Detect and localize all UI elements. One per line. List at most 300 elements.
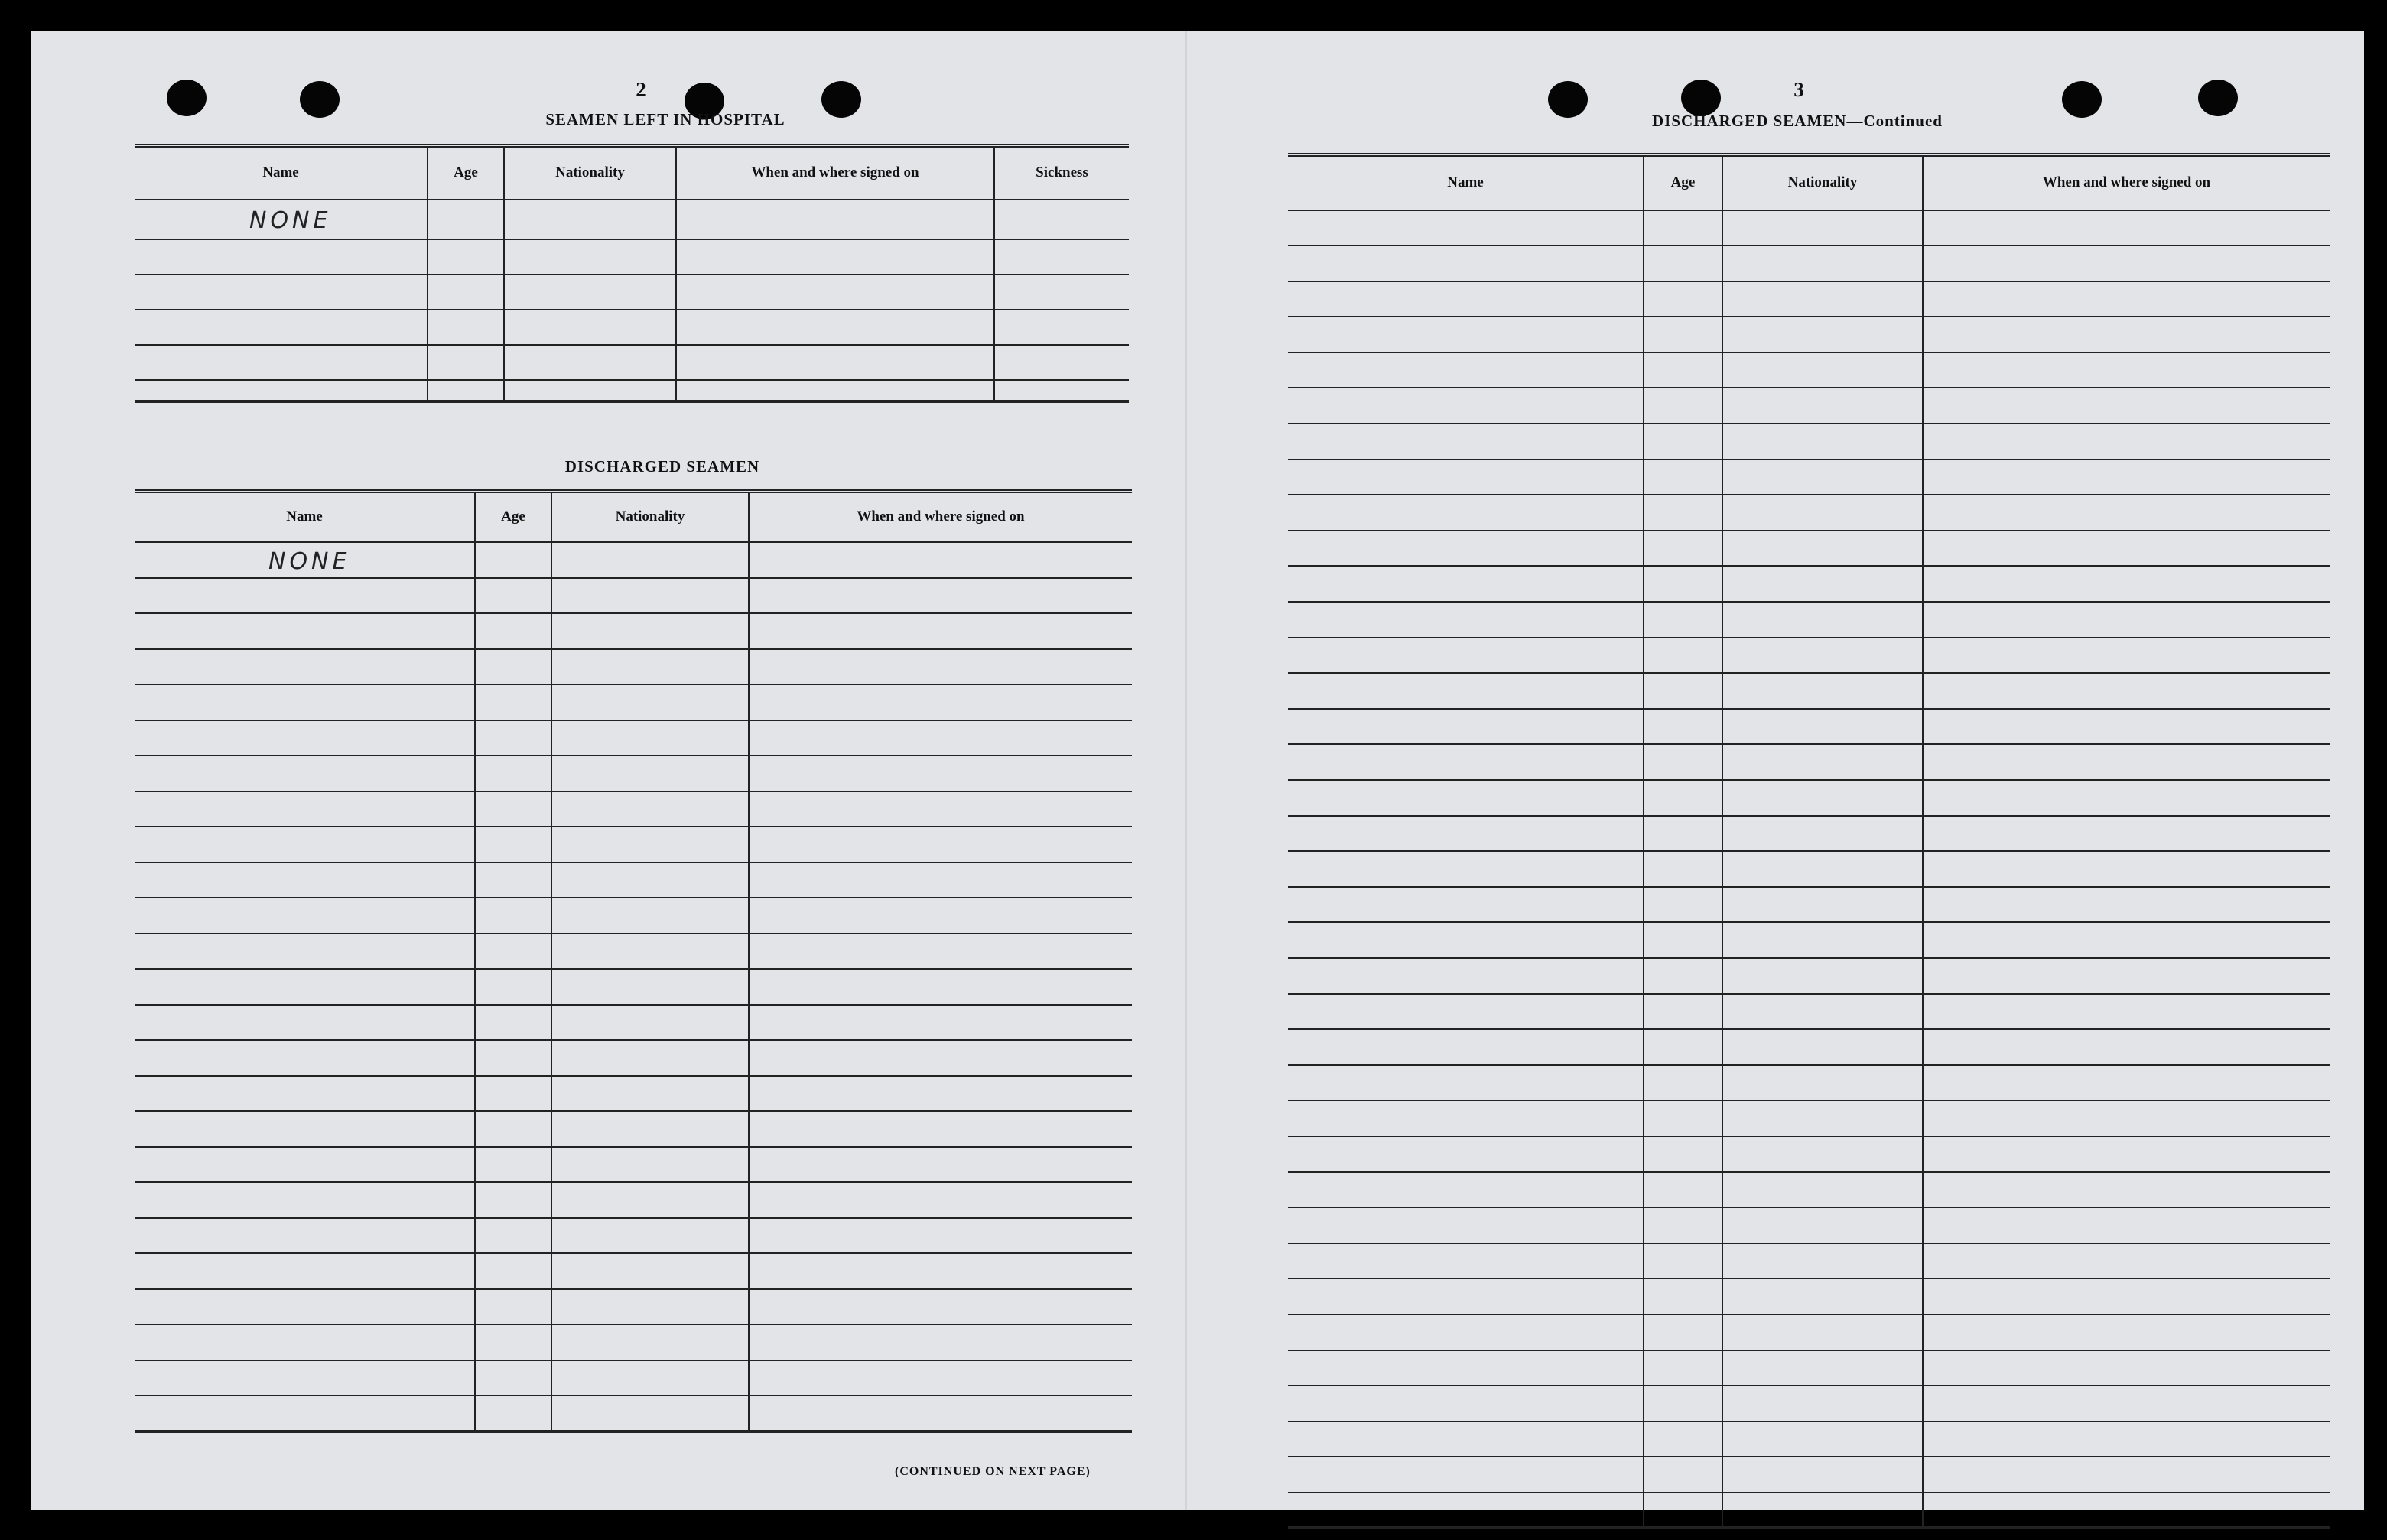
- table-cell: [135, 239, 428, 275]
- table-cell: [504, 380, 676, 401]
- table-cell: [1644, 922, 1722, 958]
- table-cell: [1288, 958, 1644, 994]
- table-row: [1288, 281, 2330, 317]
- table-cell: [749, 863, 1132, 898]
- column-header-name: Name: [135, 146, 428, 200]
- table-cell: [749, 1147, 1132, 1183]
- table-row: [135, 1111, 1132, 1147]
- table-cell: [1644, 1278, 1722, 1314]
- table-cell: [1644, 887, 1722, 923]
- table-row: [1288, 495, 2330, 531]
- table-cell: [135, 380, 428, 401]
- table-cell: [1722, 1457, 1923, 1493]
- table-cell: [1644, 1172, 1722, 1208]
- table-cell: [749, 827, 1132, 863]
- table-cell: [475, 649, 551, 685]
- hospital-heading: SEAMEN LEFT IN HOSPITAL: [545, 110, 785, 128]
- table-cell: [1644, 353, 1722, 388]
- table-cell: [1722, 281, 1923, 317]
- table-cell: [749, 969, 1132, 1005]
- table-cell: [1644, 780, 1722, 816]
- table-cell: [1644, 816, 1722, 852]
- column-header-age: Age: [475, 492, 551, 542]
- table-row: [135, 649, 1132, 685]
- table-cell: [1644, 1207, 1722, 1243]
- table-cell: [135, 649, 475, 685]
- table-cell: [475, 755, 551, 791]
- discharged-continued-heading: DISCHARGED SEAMEN—Continued: [1652, 112, 1943, 130]
- table-cell: [1644, 1350, 1722, 1386]
- table-cell: [1923, 816, 2330, 852]
- table-row: [135, 1253, 1132, 1289]
- table-row: [1288, 1136, 2330, 1172]
- table-cell: [1288, 566, 1644, 602]
- table-row: [1288, 531, 2330, 567]
- table-cell: [749, 1360, 1132, 1396]
- table-row: [1288, 1100, 2330, 1136]
- table-cell: [1923, 709, 2330, 745]
- table-cell: [749, 578, 1132, 614]
- table-cell: [749, 720, 1132, 756]
- table-cell: [1923, 602, 2330, 638]
- table-cell: [1644, 638, 1722, 674]
- table-cell: [135, 684, 475, 720]
- table-cell: [551, 934, 749, 970]
- table-cell: [475, 791, 551, 827]
- table-row: [135, 863, 1132, 898]
- table-cell: [475, 1289, 551, 1325]
- table-cell: [551, 1324, 749, 1360]
- table-cell: [1288, 851, 1644, 887]
- table-cell: [1722, 673, 1923, 709]
- table-cell: [1923, 1100, 2330, 1136]
- table-cell: [135, 613, 475, 649]
- table-row: [1288, 353, 2330, 388]
- table-cell: [1644, 495, 1722, 531]
- table-cell: [1923, 1314, 2330, 1350]
- table-row: [135, 239, 1129, 275]
- table-cell: [135, 310, 428, 345]
- table-cell: [1722, 744, 1923, 780]
- table-cell: [475, 1253, 551, 1289]
- table-cell: [749, 1111, 1132, 1147]
- table-cell: [749, 684, 1132, 720]
- table-cell: [551, 1111, 749, 1147]
- table-cell: [749, 898, 1132, 934]
- table-cell: [749, 791, 1132, 827]
- table-row: [1288, 1314, 2330, 1350]
- table-cell: [475, 1182, 551, 1218]
- table-cell: [551, 542, 749, 578]
- column-header-signed-on: When and where signed on: [749, 492, 1132, 542]
- table-row: [135, 275, 1129, 310]
- table-cell: [1644, 388, 1722, 424]
- table-cell: [504, 200, 676, 239]
- column-header-signed-on: When and where signed on: [676, 146, 994, 200]
- table-cell: [1722, 495, 1923, 531]
- table-cell: [475, 1076, 551, 1112]
- discharged-heading: DISCHARGED SEAMEN: [564, 457, 760, 476]
- table-cell: [1722, 922, 1923, 958]
- table-cell: [135, 1076, 475, 1112]
- table-cell: [1923, 780, 2330, 816]
- table-cell: [1288, 1350, 1644, 1386]
- table-cell: [1722, 1421, 1923, 1457]
- table-cell: [1644, 602, 1722, 638]
- table-cell: [1644, 1421, 1722, 1457]
- table-cell: [1923, 1207, 2330, 1243]
- table-cell: [1644, 1065, 1722, 1101]
- column-header-age: Age: [1644, 155, 1722, 210]
- table-cell: [135, 934, 475, 970]
- table-cell: [475, 542, 551, 578]
- table-cell: [551, 1076, 749, 1112]
- table-row: [1288, 673, 2330, 709]
- table-cell: [428, 310, 504, 345]
- table-cell: [1923, 1386, 2330, 1421]
- table-row: [1288, 744, 2330, 780]
- table-row: [135, 1182, 1132, 1218]
- table-row: [135, 613, 1132, 649]
- table-row: [135, 720, 1132, 756]
- table-cell: [1288, 1029, 1644, 1065]
- table-cell: [135, 755, 475, 791]
- table-cell: [1288, 1457, 1644, 1493]
- table-cell: [676, 239, 994, 275]
- table-cell: [1722, 1136, 1923, 1172]
- handwritten-entry: NONE: [249, 207, 332, 234]
- table-cell: [135, 275, 428, 310]
- table-cell: [1644, 958, 1722, 994]
- table-cell: [1923, 353, 2330, 388]
- table-cell: [135, 1218, 475, 1254]
- table-cell: [749, 1253, 1132, 1289]
- table-cell: [1722, 210, 1923, 246]
- table-row: [1288, 1243, 2330, 1279]
- table-cell: [676, 380, 994, 401]
- table-cell: [1644, 744, 1722, 780]
- page-fold: [1185, 31, 1187, 1510]
- table-cell: [676, 345, 994, 380]
- table-cell: [1722, 1493, 1923, 1529]
- table-cell: [551, 1147, 749, 1183]
- table-cell: [1288, 460, 1644, 495]
- table-cell: [551, 720, 749, 756]
- table-cell: [1923, 245, 2330, 281]
- table-cell: [1288, 388, 1644, 424]
- table-row: [1288, 709, 2330, 745]
- table-cell: [135, 1360, 475, 1396]
- table-cell: [1722, 1386, 1923, 1421]
- table-cell: [135, 1289, 475, 1325]
- table-cell: [551, 1253, 749, 1289]
- table-cell: [1722, 388, 1923, 424]
- punch-hole: [1548, 81, 1588, 118]
- table-cell: [551, 1395, 749, 1431]
- table-cell: [749, 1395, 1132, 1431]
- table-cell: [504, 310, 676, 345]
- table-cell: [475, 720, 551, 756]
- table-cell: [1288, 281, 1644, 317]
- table-row: [135, 200, 1129, 239]
- table-cell: [428, 200, 504, 239]
- table-cell: [1288, 531, 1644, 567]
- table-cell: [475, 1360, 551, 1396]
- table-cell: [475, 1005, 551, 1041]
- column-header-nationality: Nationality: [504, 146, 676, 200]
- table-cell: [1722, 638, 1923, 674]
- table-cell: [1923, 744, 2330, 780]
- column-header-sickness: Sickness: [994, 146, 1129, 200]
- table-cell: [135, 542, 475, 578]
- table-row: [135, 578, 1132, 614]
- table-cell: [1722, 1243, 1923, 1279]
- table-cell: [1923, 1243, 2330, 1279]
- table-cell: [994, 200, 1129, 239]
- table-cell: [1644, 424, 1722, 460]
- table-cell: [1644, 531, 1722, 567]
- table-cell: [749, 1289, 1132, 1325]
- table-cell: [551, 898, 749, 934]
- table-cell: [1288, 317, 1644, 353]
- table-cell: [1288, 1100, 1644, 1136]
- table-cell: [475, 969, 551, 1005]
- table-cell: [749, 1218, 1132, 1254]
- table-cell: [1288, 638, 1644, 674]
- table-cell: [551, 863, 749, 898]
- table-cell: [749, 542, 1132, 578]
- table-cell: [994, 239, 1129, 275]
- table-cell: [135, 1324, 475, 1360]
- table-cell: [1722, 1029, 1923, 1065]
- table-cell: [1644, 1386, 1722, 1421]
- punch-hole: [2062, 81, 2102, 118]
- table-row: [1288, 922, 2330, 958]
- table-cell: [551, 649, 749, 685]
- discharged-continued-table: [1288, 153, 2330, 1529]
- table-cell: [1644, 709, 1722, 745]
- table-cell: [551, 684, 749, 720]
- table-cell: [135, 1395, 475, 1431]
- table-cell: [1722, 887, 1923, 923]
- table-cell: [1923, 638, 2330, 674]
- table-cell: [551, 1360, 749, 1396]
- table-cell: [1923, 1172, 2330, 1208]
- table-row: [1288, 602, 2330, 638]
- table-row: [1288, 1207, 2330, 1243]
- table-cell: [1722, 317, 1923, 353]
- table-row: [135, 1040, 1132, 1076]
- table-row: [135, 1395, 1132, 1431]
- column-header-nationality: Nationality: [551, 492, 749, 542]
- table-cell: [1288, 673, 1644, 709]
- table-row: [135, 1324, 1132, 1360]
- table-cell: [551, 827, 749, 863]
- table-cell: [1923, 531, 2330, 567]
- table-cell: [1644, 1100, 1722, 1136]
- table-cell: [749, 1182, 1132, 1218]
- punch-hole: [300, 81, 340, 118]
- table-cell: [1288, 744, 1644, 780]
- table-cell: [551, 1005, 749, 1041]
- table-row: [1288, 638, 2330, 674]
- column-header-signed-on: When and where signed on: [1923, 155, 2330, 210]
- table-cell: [1644, 245, 1722, 281]
- table-cell: [1288, 424, 1644, 460]
- table-cell: [749, 1324, 1132, 1360]
- table-cell: [1923, 210, 2330, 246]
- table-cell: [1923, 1350, 2330, 1386]
- table-cell: [1722, 816, 1923, 852]
- table-cell: [1644, 673, 1722, 709]
- table-cell: [135, 969, 475, 1005]
- document-sheet: [31, 31, 2364, 1510]
- table-row: [1288, 424, 2330, 460]
- table-cell: [551, 1218, 749, 1254]
- table-cell: [1644, 1029, 1722, 1065]
- table-cell: [1722, 994, 1923, 1030]
- table-cell: [749, 755, 1132, 791]
- table-cell: [1288, 245, 1644, 281]
- table-cell: [1722, 1172, 1923, 1208]
- table-cell: [1722, 1350, 1923, 1386]
- table-cell: [504, 275, 676, 310]
- table-cell: [1288, 1421, 1644, 1457]
- table-cell: [1923, 1457, 2330, 1493]
- table-cell: [135, 1253, 475, 1289]
- table-cell: [551, 969, 749, 1005]
- table-cell: [994, 380, 1129, 401]
- table-cell: [1288, 1172, 1644, 1208]
- table-cell: [1288, 1493, 1644, 1529]
- table-cell: [135, 898, 475, 934]
- table-cell: [1923, 922, 2330, 958]
- table-cell: [1722, 780, 1923, 816]
- punch-hole: [167, 80, 207, 116]
- table-cell: [1722, 1207, 1923, 1243]
- table-row: [1288, 1493, 2330, 1529]
- table-cell: [135, 578, 475, 614]
- table-row: [1288, 816, 2330, 852]
- table-cell: [1288, 1386, 1644, 1421]
- table-cell: [475, 827, 551, 863]
- table-cell: [1288, 922, 1644, 958]
- table-cell: [749, 1076, 1132, 1112]
- table-cell: [1722, 1065, 1923, 1101]
- table-cell: [1923, 495, 2330, 531]
- column-header-name: Name: [135, 492, 475, 542]
- table-cell: [749, 649, 1132, 685]
- table-cell: [1644, 1243, 1722, 1279]
- table-cell: [475, 863, 551, 898]
- table-row: [1288, 887, 2330, 923]
- table-cell: [551, 1289, 749, 1325]
- table-row: [1288, 1278, 2330, 1314]
- table-row: [135, 684, 1132, 720]
- table-cell: [1288, 994, 1644, 1030]
- table-cell: [135, 1147, 475, 1183]
- table-row: [135, 1289, 1132, 1325]
- table-cell: [1644, 994, 1722, 1030]
- table-row: [1288, 1457, 2330, 1493]
- table-row: [1288, 460, 2330, 495]
- table-cell: [1644, 1457, 1722, 1493]
- table-row: [1288, 1065, 2330, 1101]
- column-header-age: Age: [428, 146, 504, 200]
- table-cell: [135, 1040, 475, 1076]
- table-cell: [1923, 424, 2330, 460]
- table-cell: [1644, 1136, 1722, 1172]
- table-cell: [1722, 245, 1923, 281]
- table-cell: [676, 200, 994, 239]
- table-cell: [475, 578, 551, 614]
- table-row: [135, 1005, 1132, 1041]
- table-cell: [1288, 709, 1644, 745]
- table-cell: [475, 684, 551, 720]
- table-cell: [1923, 460, 2330, 495]
- table-cell: [1923, 1493, 2330, 1529]
- table-cell: [749, 1040, 1132, 1076]
- table-cell: [1923, 388, 2330, 424]
- table-cell: [1923, 1065, 2330, 1101]
- table-cell: [1644, 281, 1722, 317]
- table-row: [135, 310, 1129, 345]
- table-row: [1288, 388, 2330, 424]
- table-cell: [1722, 709, 1923, 745]
- table-row: [135, 345, 1129, 380]
- table-row: [1288, 1029, 2330, 1065]
- table-cell: [994, 310, 1129, 345]
- table-row: [1288, 1350, 2330, 1386]
- table-row: [1288, 958, 2330, 994]
- table-cell: [1923, 281, 2330, 317]
- table-cell: [551, 578, 749, 614]
- table-cell: [135, 1005, 475, 1041]
- table-cell: [1644, 851, 1722, 887]
- table-row: [1288, 994, 2330, 1030]
- table-cell: [994, 345, 1129, 380]
- table-row: [1288, 1172, 2330, 1208]
- table-cell: [676, 310, 994, 345]
- table-cell: [1923, 851, 2330, 887]
- table-cell: [551, 613, 749, 649]
- table-cell: [749, 934, 1132, 970]
- table-cell: [1722, 531, 1923, 567]
- table-cell: [1722, 353, 1923, 388]
- table-cell: [551, 791, 749, 827]
- table-row: [135, 827, 1132, 863]
- table-row: [135, 755, 1132, 791]
- page-number: 2: [636, 78, 646, 101]
- table-cell: [551, 755, 749, 791]
- table-row: [135, 1147, 1132, 1183]
- table-cell: [1722, 424, 1923, 460]
- table-cell: [1288, 1065, 1644, 1101]
- table-row: [1288, 317, 2330, 353]
- table-cell: [475, 1040, 551, 1076]
- table-cell: [475, 1324, 551, 1360]
- table-row: [135, 542, 1132, 578]
- table-cell: [428, 380, 504, 401]
- table-cell: [676, 275, 994, 310]
- table-cell: [135, 1182, 475, 1218]
- table-cell: [1923, 1421, 2330, 1457]
- table-cell: [551, 1182, 749, 1218]
- table-cell: [428, 345, 504, 380]
- table-cell: [1288, 1314, 1644, 1350]
- table-cell: [1923, 958, 2330, 994]
- table-cell: [749, 613, 1132, 649]
